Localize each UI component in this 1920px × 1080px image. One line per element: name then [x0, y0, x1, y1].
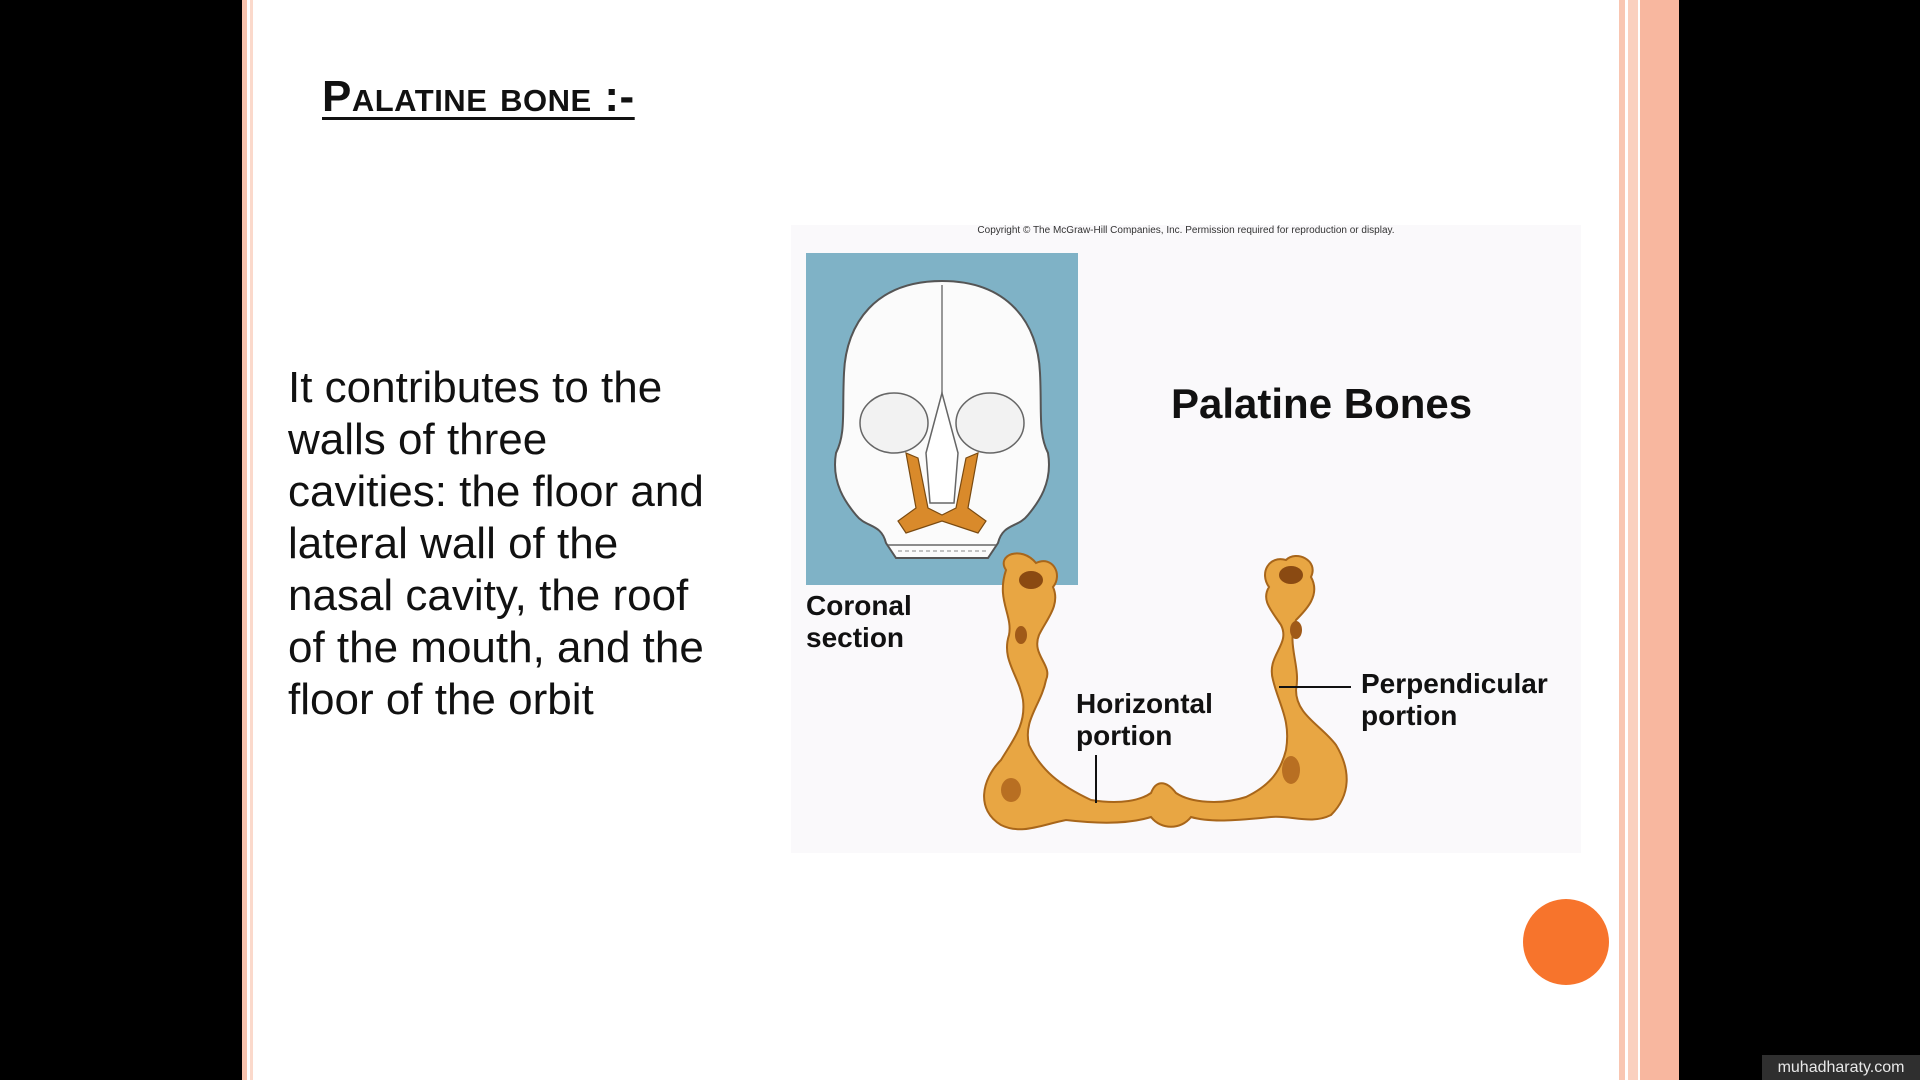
site-watermark: muhadharaty.com: [1762, 1055, 1920, 1080]
slide-nav-dot: [1523, 899, 1609, 985]
label-horizontal-portion: Horizontal portion: [1076, 688, 1213, 751]
palatine-bones-illustration: [791, 225, 1581, 853]
right-border-stripe-wide: [1640, 0, 1679, 1080]
figure-copyright: Copyright © The McGraw-Hill Companies, Inc. Permission required for reproduction or display.: [977, 225, 1395, 236]
right-border-stripe-mid: [1628, 0, 1638, 1080]
label-coronal-section: Coronal section: [806, 590, 912, 653]
figure-title: Palatine Bones: [1171, 380, 1473, 427]
slide: [242, 0, 1679, 1080]
slide-title: Palatine bone :-: [322, 72, 635, 121]
left-border-stripe-thin: [250, 0, 253, 1080]
left-border-stripe: [242, 0, 247, 1080]
label-perpendicular-portion: Perpendicular portion: [1361, 668, 1548, 731]
right-border-stripe-thin: [1619, 0, 1625, 1080]
palatine-bone-figure: [791, 225, 1581, 853]
slide-body-text: It contributes to the walls of three cavities: the floor and lateral wall of the nasal cavity, the roof of the mouth, and the floor of the orbit: [288, 363, 704, 724]
